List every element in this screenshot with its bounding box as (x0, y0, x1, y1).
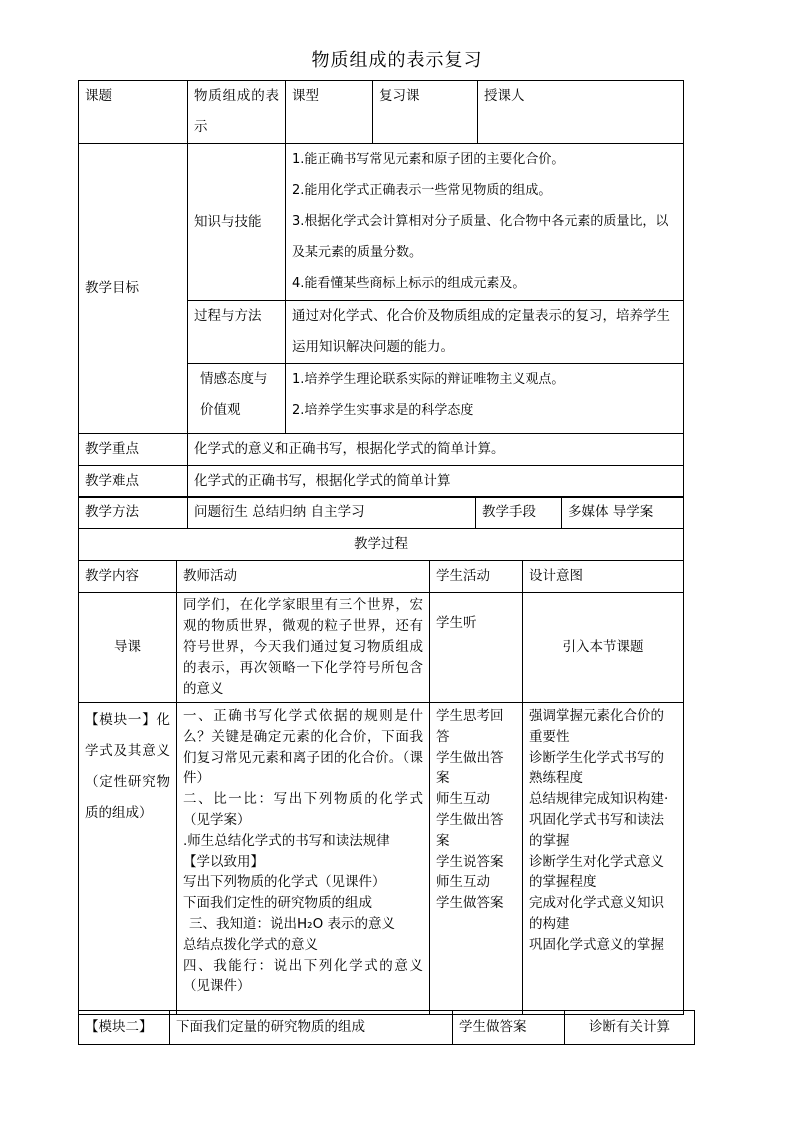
process-goal: 通过对化学式、化合价及物质组成的定量表示的复习，培养学生运用知识解决问题的能力。 (286, 301, 684, 364)
intro-content: 导课 (79, 593, 177, 703)
process-label: 过程与方法 (188, 301, 286, 364)
knowledge-item: 3.根据化学式会计算相对分子质量、化合物中各元素的质量比，以及某元素的质量分数。 (292, 214, 669, 260)
student-step: 学生做出答案 (436, 811, 504, 849)
process-table (78, 528, 684, 1015)
module2-table (78, 1010, 695, 1045)
intro-intent: 引入本节课题 (523, 593, 684, 703)
knowledge-item: 1.能正确书写常见元素和原子团的主要化合价。 (292, 152, 565, 167)
method-label: 教学方法 (79, 497, 188, 529)
knowledge-item: 2.能用化学式正确表示一些常见物质的组成。 (292, 183, 552, 198)
type-value: 复习课 (373, 81, 478, 144)
knowledge-label: 知识与技能 (188, 144, 286, 301)
means-text: 多媒体 导学案 (562, 497, 684, 529)
intro-teacher: 同学们，在化学家眼里有三个世界，宏观的物质世界，微观的粒子世界，还有符号世界，今天我们通过复习物质组成的表示，再次领略一下化学符号所包含的意义 (177, 593, 430, 703)
student-step: 师生互动 (436, 874, 490, 891)
difficulty-label: 教学难点 (79, 466, 188, 498)
topic-label: 课题 (79, 81, 188, 144)
knowledge-goals (286, 144, 684, 301)
key-point-text: 化学式的意义和正确书写，根据化学式的简单计算。 (188, 434, 684, 466)
intent-step: 强调掌握元素化合价的重要性 (529, 708, 664, 745)
key-point-label: 教学重点 (79, 434, 188, 466)
lesson-info-table (78, 80, 684, 498)
goals-label: 教学目标 (79, 144, 188, 434)
module1-student (430, 703, 523, 1015)
teacher-step: 下面我们定性的研究物质的组成 (183, 895, 372, 912)
module2-intent: 诊断有关计算 (565, 1011, 695, 1045)
module1-teacher (177, 703, 430, 1015)
intent-step: 诊断学生化学式书写的熟练程度 (529, 749, 664, 787)
student-step: 学生做出答案 (436, 749, 504, 787)
student-step: 学生说答案 (436, 853, 504, 870)
module1-intent (523, 703, 684, 1015)
module2-student: 学生做答案 (453, 1011, 565, 1045)
header-student: 学生活动 (430, 561, 523, 593)
emotion-item: 2.培养学生实事求是的科学态度 (292, 403, 474, 418)
teacher-step: 写出下列物质的化学式（见课件） (183, 874, 386, 891)
emotion-goals (286, 364, 684, 434)
difficulty-text: 化学式的正确书写，根据化学式的简单计算 (188, 466, 684, 498)
means-label: 教学手段 (476, 497, 562, 529)
emotion-item: 1.培养学生理论联系实际的辩证唯物主义观点。 (292, 372, 565, 387)
module2-teacher: 下面我们定量的研究物质的组成 (170, 1011, 453, 1045)
method-table (78, 496, 684, 529)
student-step: 师生互动 (436, 791, 490, 808)
module1-content: 【模块一】化学式及其意义（定性研究物质的组成） (79, 703, 177, 1015)
process-title: 教学过程 (79, 529, 684, 561)
teacher-step: 三、我知道：说出H₂O 表示的意义 (189, 915, 395, 932)
intent-step: 巩固化学式意义的掌握 (529, 936, 664, 953)
teacher-step: 二、比一比：写出下列物质的化学式（见学案） (183, 791, 423, 828)
header-content: 教学内容 (79, 561, 177, 593)
header-intent: 设计意图 (523, 561, 684, 593)
intro-student: 学生听 (430, 593, 523, 703)
teacher-step: .师生总结化学式的书写和读法规律 (183, 832, 390, 849)
header-teacher: 教师活动 (177, 561, 430, 593)
teacher-step: 四、我能行：说出下列化学式的意义（见课件） (183, 957, 423, 995)
knowledge-item: 4.能看懂某些商标上标示的组成元素及。 (292, 276, 526, 291)
page-title: 物质组成的表示复习 (311, 50, 483, 71)
teacher-step: 总结点拨化学式的意义 (183, 936, 318, 953)
student-step: 学生做答案 (436, 895, 504, 912)
student-step: 学生思考回答 (436, 708, 504, 745)
intent-step: 完成对化学式意义知识的构建 (529, 895, 664, 932)
intent-step: 诊断学生对化学式意义的掌握程度 (529, 853, 664, 891)
intent-step: 总结规律完成知识构建·巩固化学式书写和读法的掌握 (529, 791, 669, 849)
type-label: 课型 (286, 81, 373, 144)
topic-value: 物质组成的表示 (188, 81, 286, 144)
teacher-step: 一、正确书写化学式依据的规则是什么？关键是确定元素的化合价，下面我们复习常见元素和离子团的化合价。（课件） (183, 708, 423, 787)
teacher-step: 【学以致用】 (183, 853, 264, 870)
method-text: 问题衍生 总结归纳 自主学习 (188, 497, 476, 529)
teacher-label: 授课人 (478, 81, 684, 144)
emotion-label: 情感态度与价值观 (188, 364, 286, 434)
module2-content: 【模块二】 (79, 1011, 170, 1045)
